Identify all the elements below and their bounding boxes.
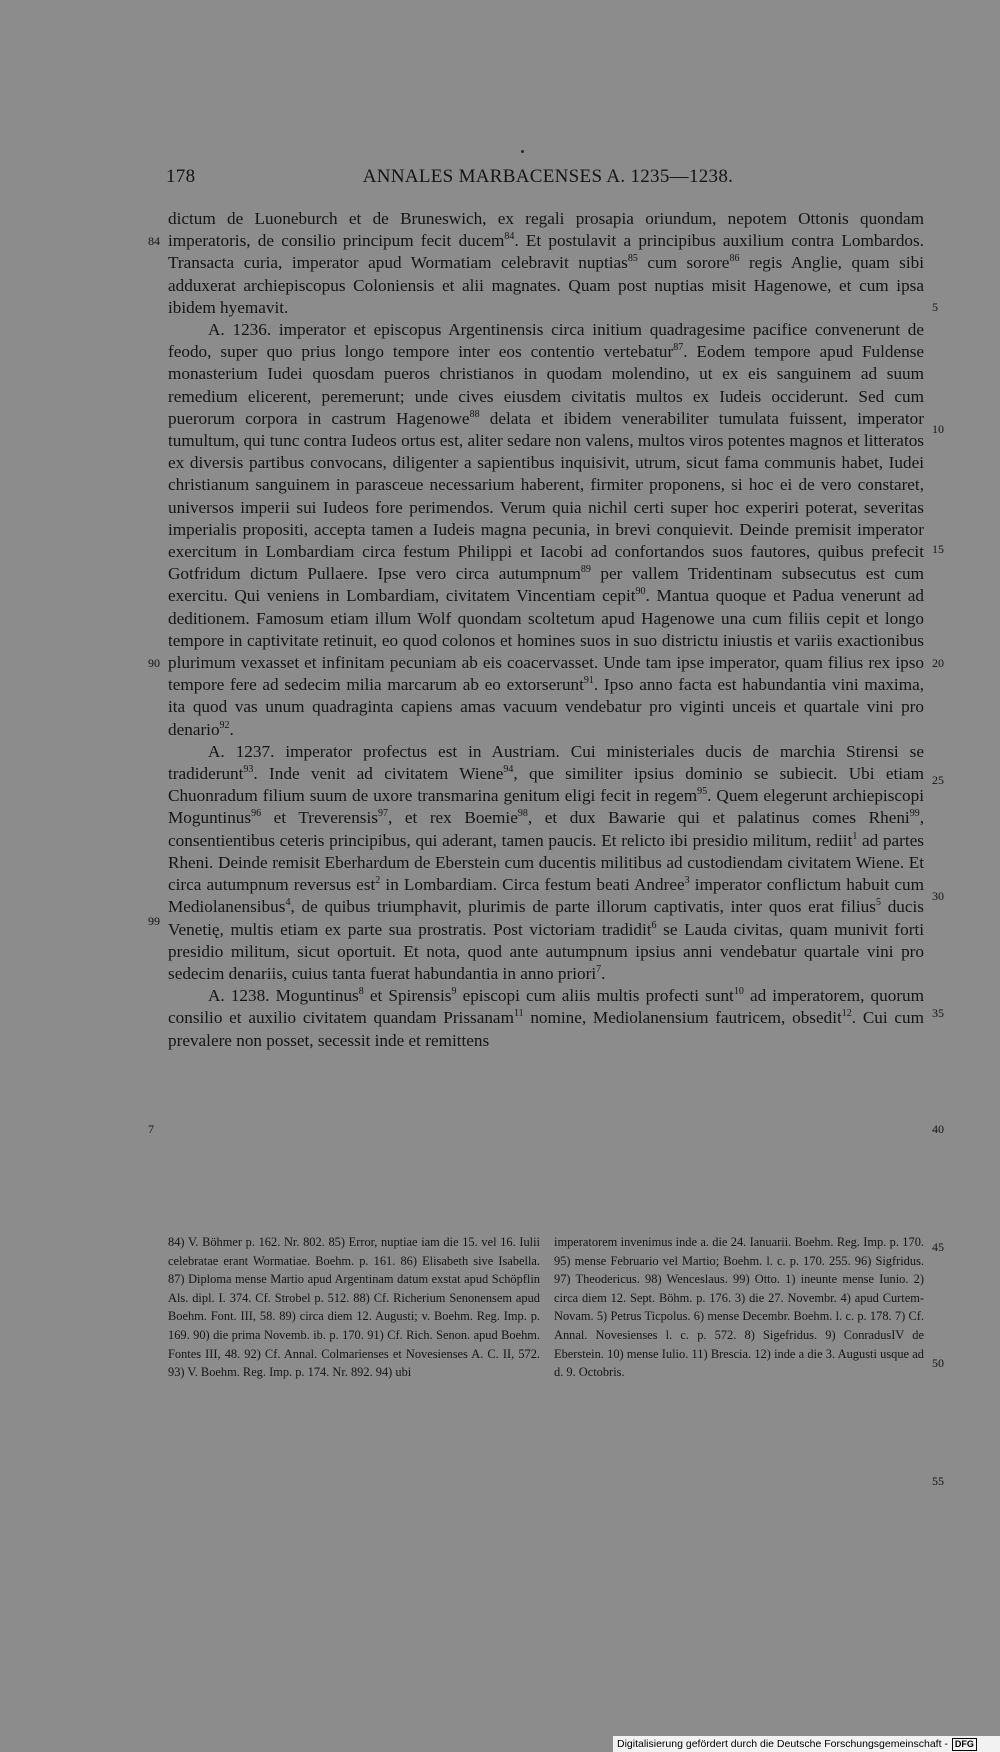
paragraph <box>168 741 924 985</box>
paragraph <box>168 985 924 1052</box>
line-number: 30 <box>932 889 944 903</box>
footnote-ref: 97 <box>377 808 388 820</box>
line-number: 40 <box>932 1122 944 1136</box>
text-run: ad imperatorem, quorum consilio et auxilio civitatem quandam Prissanam <box>168 986 925 1028</box>
line-number: 20 <box>932 656 944 670</box>
text-run: et Treverensis <box>261 808 378 828</box>
text-run: dictum de Luoneburch et de Bruneswich, ex regali prosapia oriundum, nepotem Ottonis quondam imperatoris, de consilio principum fecit ducem <box>168 209 924 251</box>
text-run: regis Anglie, quam sibi adduxerat archiepiscopus Coloniensis et alii magnates. Quam post nuptias misit Hagenowe, et cum ipsa ibidem hyemavit. <box>168 253 925 317</box>
paragraph <box>168 208 924 319</box>
footnote-ref: 9 <box>451 986 457 998</box>
footnote-ref: 88 <box>469 408 480 420</box>
line-number: 45 <box>932 1240 944 1254</box>
line-number: 15 <box>932 542 944 556</box>
footnotes-column-left: 84) V. Böhmer p. 162. Nr. 802. 85) Error, nuptiae iam die 15. vel 16. Iulii celebratae erant Wormatiae. Boehm. p. 161. 86) Elisabeth sive Isabella. 87) Diploma mense Martio apud Argentinam datum exstat apud Schöpflin Als. dipl. I. 374. Cf. Strobel p. 512. 88) Cf. Richerium Senonensem apud Boehm. Font. III, 58. 89) circa diem 12. Augusti; v. Boehm. Reg. Imp. p. 169. 90) die prima Novemb. ib. p. 170. 91) Cf. Rich. Senon. apud Boehm. Fontes III, 48. 92) Cf. Annal. Colmarienses et Novesienses A. C. II, 572. 93) V. Boehm. Reg. Imp. p. 174. Nr. 892. 94) ubi <box>168 1235 540 1380</box>
text-run: . <box>229 719 234 739</box>
margin-note-number: 99 <box>148 914 160 928</box>
text-run: , et rex Boemie <box>387 808 518 828</box>
text-run: per vallem Tridentinam subsecutus est cum exercitu. Qui veniens in Lombardiam, civitatem Vincentiam cepit <box>168 564 924 606</box>
text-run: . Eodem tempore apud Fuldense monasterium Iudei quosdam pueros christianos in quodam molendino, ut ex eis sanguinem ad suum remedium elicerent, peremerunt; unde cives eiusdem civitatis multos ex Iudeis occiderunt. Sed cum puerorum corpora in castrum Hagenowe <box>168 342 925 428</box>
text-run: A. 1237. imperator profectus est in Austriam. Cui ministeriales ducis de marchia Stirensi se tradiderunt <box>168 741 924 784</box>
text-run: in Lombardiam. Circa festum beati Andree <box>380 875 685 895</box>
footnote-ref: 87 <box>673 342 684 354</box>
page-mark <box>521 150 524 153</box>
footnote-ref: 85 <box>627 253 638 265</box>
footnotes-column-right: imperatorem invenimus inde a. die 24. Ianuarii. Boehm. Reg. Imp. p. 170. 95) mense Februario vel Martio; Boehm. l. c. p. 170. 255. 96) Sigfridus. 97) Theodericus. 98) Wenceslaus. 99) Otto. 1) ineunte mense Iunio. 2) circa diem 12. Sept. Böhm. p. 176. 3) die 27. Novembr. 4) apud Curtem-Novam. 5) Petrus Ticpolus. 6) mense Decembr. Boehm. l. c. p. 178. 7) Cf. Annal. Novesienses l. c. p. 572. 8) Sigefridus. 9) ConradusIV de Eberstein. 10) mense Iulio. 11) Brescia. 12) inde a die 3. Augusti usque ad d. 9. Octobris. <box>554 1235 924 1380</box>
footnote-ref: 12 <box>841 1008 852 1020</box>
footnote-ref: 6 <box>651 919 657 931</box>
text-run: . Quem elegerunt archiepiscopi Moguntinus <box>168 786 924 828</box>
text-run: imperator conflictum habuit cum Mediolanensibus <box>168 875 924 917</box>
text-run: episcopi cum aliis multis profecti sunt <box>456 986 734 1006</box>
footnote-ref: 98 <box>517 808 528 820</box>
text-run: . Et postulavit a principibus auxilium contra Lombardos. Transacta curia, imperator apud Wormatiam celebravit nuptias <box>168 231 924 273</box>
footnote-ref: 2 <box>375 875 381 887</box>
footnote-ref: 93 <box>243 764 254 776</box>
line-number: 10 <box>932 422 944 436</box>
line-number: 35 <box>932 1006 944 1020</box>
text-run: nomine, Mediolanensium fautricem, obsedit <box>523 1008 842 1028</box>
paragraph <box>168 319 924 741</box>
text-run: , que similiter ipsius dominio se subiecit. Ubi etiam Chuonradum filium suum de uxore transmarina genitum eligi fecit in regem <box>168 764 924 806</box>
text-run: . Cui cum prevalere non posset, secessit inde et remittens <box>168 1008 924 1050</box>
text-run: , et dux Bawarie qui et palatinus comes Rheni <box>527 808 910 828</box>
running-header <box>166 166 930 196</box>
footnote-ref: 1 <box>852 830 858 842</box>
main-text <box>168 208 924 1052</box>
text-run: A. 1236. imperator et episcopus Argentinensis circa initium quadragesime pacifice convenerunt de feodo, super quo prius longo tempore inter eos contentio vertebatur <box>168 320 924 362</box>
text-run: A. 1238. Moguntinus <box>208 986 359 1006</box>
text-run: et Spirensis <box>363 986 452 1006</box>
credit-text: Digitalisierung gefördert durch die Deutsche Forschungsgemeinschaft - <box>617 1738 948 1750</box>
footnote-ref: 96 <box>251 808 262 820</box>
dfg-logo: DFG <box>952 1738 977 1751</box>
line-number: 25 <box>932 773 944 787</box>
text-run: se Lauda civitas, quam munivit forti presidio militum, sicut oportuit. Et nota, quod ante autumpnum ipsius anni vendebatur quartale vini pro sedecim denariis, cuius tanta fuerat habundantia in anno priori <box>168 919 924 983</box>
line-number: 5 <box>932 300 938 314</box>
footnote-ref: 92 <box>219 719 230 731</box>
footnote-ref: 7 <box>596 963 602 975</box>
page-number: 178 <box>166 166 196 187</box>
footnote-ref: 8 <box>358 986 364 998</box>
footnote-ref: 84 <box>504 231 515 243</box>
footnote-ref: 10 <box>733 986 744 998</box>
text-run: ad partes Rheni. Deinde remisit Eberhardum de Eberstein cum ducentis militibus ad custodiendam civitatem Wiene. Et circa autumpnum reversus est <box>168 830 924 895</box>
margin-note-number: 7 <box>148 1122 154 1136</box>
text-run: . <box>601 963 606 983</box>
footnote-ref: 86 <box>729 253 740 265</box>
footnote-ref: 4 <box>285 897 291 909</box>
footnote-ref: 11 <box>513 1008 524 1020</box>
footnote-ref: 95 <box>697 786 708 798</box>
margin-note-number: 84 <box>148 234 160 248</box>
margin-note-number: 90 <box>148 656 160 670</box>
footnote-ref: 5 <box>875 897 881 909</box>
line-number: 50 <box>932 1356 944 1370</box>
footnote-ref: 90 <box>635 586 646 598</box>
footnote-ref: 3 <box>684 875 690 887</box>
text-run: . Ipso anno facta est habundantia vini maxima, ita quod vas unum quadraginta capiens amas vacuum vendebatur pro viginti unceis et quartale vini pro denario <box>168 675 924 739</box>
running-title: ANNALES MARBACENSES A. 1235—1238. <box>362 166 734 187</box>
text-run: , de quibus triumphavit, plurimis de parte illorum captivatis, inter quos erat filius <box>290 897 876 917</box>
text-run: cum sorore <box>637 253 730 273</box>
text-run: . Mantua quoque et Padua venerunt ad deditionem. Famosum etiam illum Wolf quondam scoltetum apud Hagenowe una cum filiis cepit et longo tempore in captivitate retinuit, eo quod colonos et homines suos in suo districtu iniustis et variis exactionibus plurimum vexasset et infinitam pecuniam ab eis coacervasset. Unde tam ipse imperator, quam filius rex ipso tempore fere ad sedecim milia marcarum ab eo extorserunt <box>168 586 924 695</box>
text-run: . Inde venit ad civitatem Wiene <box>253 764 504 784</box>
text-run: ducis Venetię, multis etiam ex parte sua prostratis. Post victoriam tradidit <box>168 897 924 939</box>
line-number: 55 <box>932 1474 944 1488</box>
text-run: delata et ibidem venerabiliter tumulata fuissent, imperator tumultum, qui tunc contra Iudeos ortus est, aliter sedare non valens, multos viros potentes magnos et litteratos ex diversis partibus convocans, diligenter a sapientibus inquisivit, utrum, sicut fama communis habet, Iudei christianum sanguinem in parasceue necessarium haberent, firmiter proponens, si hoc ei de vero constaret, universos imperii sui Iudeos fore perimendos. Verum quia nichil certi super hoc experiri poterat, severitas imperialis propositi, accepta tamen a Iudeis magna pecunia, in brevi conquievit. Deinde premisit imperator exercitum in Lombardiam circa festum Philippi et Iacobi ad confortandos suos fautores, quibus prefecit Gotfridum dictum Pullaere. Ipse vero circa autumpnum <box>168 408 925 584</box>
digitization-credit <box>613 1736 1000 1752</box>
footnote-ref: 94 <box>503 764 514 776</box>
text-run: , consentientibus ceteris principibus, qui aderant, tamen paucis. Et relicto ibi presidio militum, rediit <box>168 808 924 850</box>
footnote-ref: 89 <box>580 564 591 576</box>
footnote-ref: 99 <box>909 808 920 820</box>
footnote-ref: 91 <box>583 675 594 687</box>
